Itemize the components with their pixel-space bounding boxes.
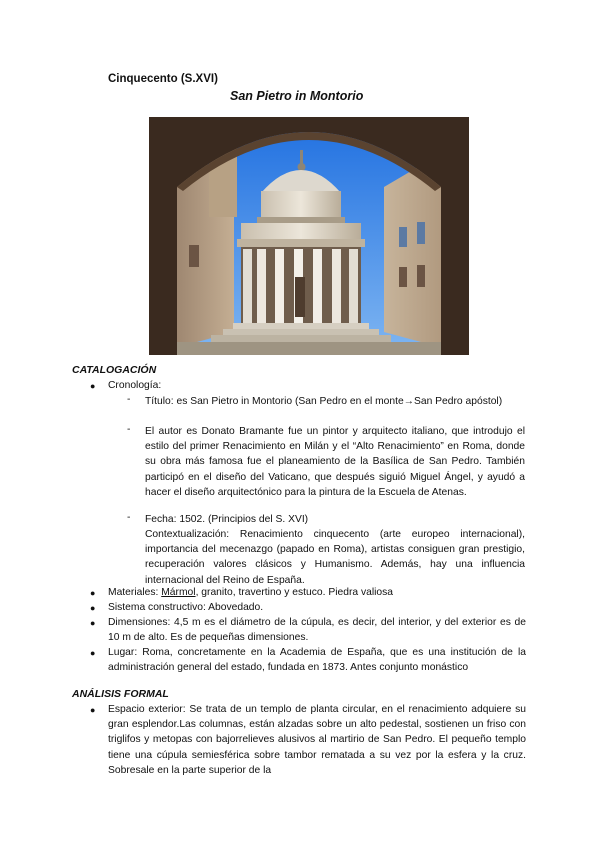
section-analisis-heading: ANÁLISIS FORMAL: [72, 688, 169, 700]
bullet-icon: ●: [90, 705, 96, 715]
autor-paragraph: El autor es Donato Bramante fue un pintor y arquitecto italiano, que introdujo el estilo del primer Renacimiento en Milán y el “Alto Renacimiento” en Roma, donde su obra más famosa fue el planeamiento de la Basílica de San Pedro. También participó en el diseño del Vaticano, que después siguió Miguel Ángel, y ayudó a hacer el diseño arquitectónico para la pintura de la Escuela de Atenas.: [145, 426, 525, 498]
espacio-exterior-paragraph: Espacio exterior: Se trata de un templo de planta circular, en el renacimiento adquiere su gran esplendor.Las columnas, están alzadas sobre un alto pedestal, sostienen un friso con triglifos y metopas con bajorrelieves alusivos al martirio de San Pedro. El pequeño templo tiene una cúpula semiesférica sobre tambor rematada a su vez por la esfera y la cruz. Sobresale en la parte superior de la: [108, 704, 526, 776]
fecha-line: Fecha: 1502. (Principios del S. XVI): [145, 514, 309, 525]
sistema-line: Sistema constructivo: Abovedado.: [108, 602, 264, 613]
dash-icon: -: [127, 394, 131, 405]
dash-icon: -: [127, 424, 131, 435]
bullet-icon: ●: [90, 588, 96, 598]
period-heading: Cinquecento (S.XVI): [108, 73, 218, 85]
bullet-icon: ●: [90, 618, 96, 628]
section-catalogacion-heading: CATALOGACIÓN: [72, 364, 157, 376]
lugar-paragraph: Lugar: Roma, concretamente en la Academia de España, que es una institución de la administración general del estado, fundada en 1873. Antes conjunto monástico: [108, 647, 526, 674]
materiales-prefix: Materiales:: [108, 587, 162, 598]
cronologia-label: Cronología:: [108, 380, 162, 391]
tempietto-illustration: [149, 117, 469, 355]
bullet-icon: ●: [90, 381, 96, 391]
tempietto-photo: [149, 117, 469, 355]
materiales-rest: , granito, travertino y estuco. Piedra valiosa: [195, 587, 394, 598]
materiales-link-marmol: Mármol: [161, 587, 196, 598]
titulo-paragraph: Título: es San Pietro in Montorio (San Pedro en el monte→San Pedro apóstol): [145, 396, 503, 407]
work-title: San Pietro in Montorio: [230, 89, 364, 103]
bullet-icon: ●: [90, 603, 96, 613]
dimensiones-paragraph: Dimensiones: 4,5 m es el diámetro de la cúpula, es decir, del interior, y del exterior es de 10 m de alto. Es de pequeñas dimensiones.: [108, 617, 526, 644]
bullet-icon: ●: [90, 648, 96, 658]
materiales-line: [108, 585, 393, 600]
contexto-paragraph: Contextualización: Renacimiento cinquecento (arte europeo internacional), importancia del mecenazgo (papado en Roma), artistas consiguen gran prestigio, recuperación valores clásicos y Humanismo. Además, hay una influencia internacional del Reino de España.: [145, 529, 525, 586]
dash-icon: -: [127, 512, 131, 523]
